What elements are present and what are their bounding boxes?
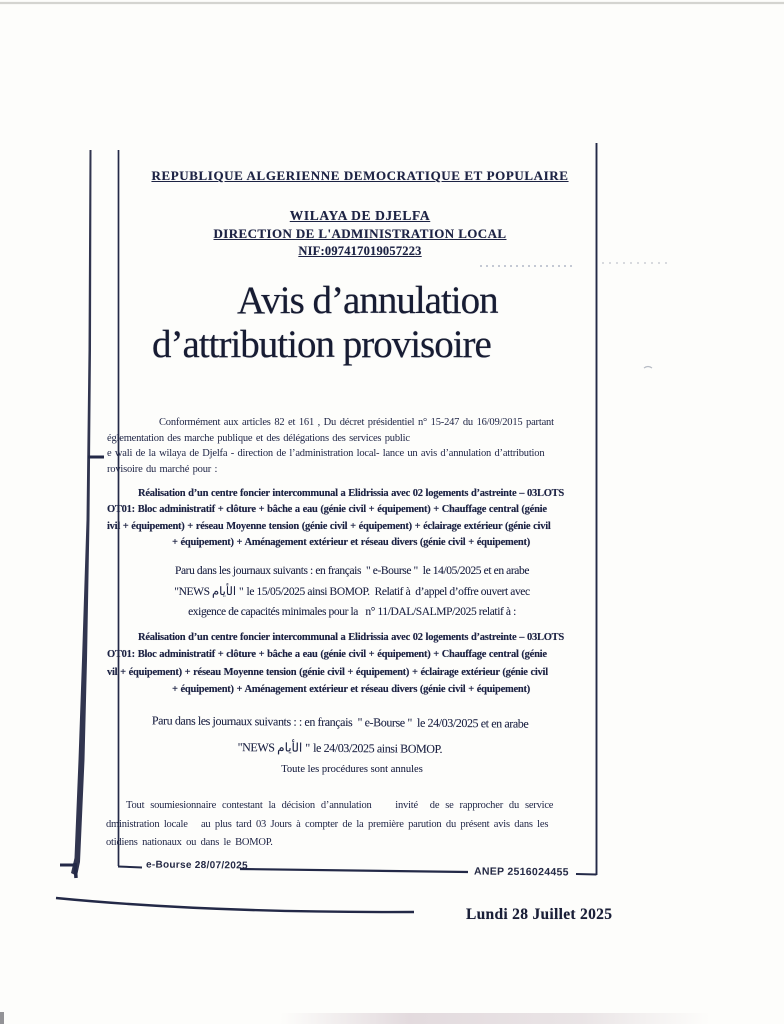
margin-squiggle-mark	[644, 367, 652, 369]
lot-line: Réalisation d’un centre foncier intercommunal a Elidrissia avec 02 logements d’astreinte – 03LOTS	[137, 632, 564, 643]
lot-description-block-1	[107, 486, 595, 551]
publication-line: Paru dans les journaux suivants : en français " e-Bourse " le 14/05/2025 et en arabe	[174, 565, 530, 577]
notice-title-line1: Avis d’annulation	[237, 279, 498, 322]
contest-line: Tout soumiesionnaire contestant la décision d’annulation invité de se rapprocher du service	[126, 800, 554, 811]
border-bottom-dash-line	[240, 869, 468, 872]
cancellation-note: Toute les procédures sont annules	[281, 764, 423, 775]
intro-paragraph	[107, 415, 599, 477]
intro-line: rovisoire du marché pour :	[107, 463, 218, 475]
document-header	[115, 168, 605, 259]
wilaya-heading: WILAYA DE DJELFA	[289, 208, 431, 223]
publication-line: exigence de capacités minimales pour la n° 11/DAL/SALMP/2025 relatif à :	[188, 606, 516, 618]
contest-line: dministration locale au plus tard 03 Jours à compter de la première parution du présent avis dans les	[106, 818, 549, 830]
lot-line: vil + équipement) + réseau Moyenne tension (génie civil + équipement) + éclairage extérieur (génie civil	[107, 666, 548, 678]
contest-line: otidiens nationaux ou dans le BOMOP.	[106, 837, 273, 849]
lot-line: OT01: Bloc administratif + clôture + bâche a eau (génie civil + équipement) + Chauffage central (génie	[107, 504, 547, 516]
lot-line: OT01: Bloc administratif + clôture + bâche a eau (génie civil + équipement) + Chauffage central (génie	[107, 649, 547, 661]
bottom-left-edge-mark	[0, 1012, 4, 1024]
bottom-bracket-mark-v	[75, 863, 76, 878]
journal-reference: e-Bourse 28/07/2025	[145, 859, 248, 872]
bottom-skewed-scan-line	[56, 898, 414, 912]
lot-line: + équipement) + Aménagement extérieur et réseau divers (génie civil + équipement)	[172, 683, 530, 695]
publication-line: "NEWS الأيام " le 15/05/2025 ainsi BOMOP. Relatif à d’appel d’offre ouvert avec	[174, 585, 530, 598]
publication-date: Lundi 28 Juillet 2025	[466, 906, 613, 923]
anep-reference: ANEP 2516024455	[473, 865, 569, 879]
publication-line: "NEWS الأيام " le 24/03/2025 ainsi BOMOP.	[237, 740, 443, 756]
lot-line: + équipement) + Aménagement extérieur et réseau divers (génie civil + équipement)	[172, 536, 530, 548]
notice-title-line2: d’attribution provisoire	[152, 323, 491, 366]
lot-line: ivil + équipement) + réseau Moyenne tension (génie civil + équipement) + éclairage extérieur (génie civil	[107, 520, 551, 532]
border-bottom-left-corner	[118, 867, 142, 868]
lot-line: Réalisation d’un centre foncier intercommunal a Elidrissia avec 02 logements d’astreinte – 03LOTS	[137, 488, 564, 499]
publication-line: Paru dans les journaux suivants : : en français " e-Bourse " le 24/03/2025 et en arabe	[151, 713, 529, 731]
intro-line: Conformément aux articles 82 et 161 , Du décret présidentiel n° 15-247 du 16/09/2015 partant	[159, 417, 554, 428]
nif-number: NIF:097417019057223	[298, 244, 422, 258]
left-page-edge-streak	[71, 150, 92, 876]
border-bottom-right-corner	[576, 874, 597, 875]
bottom-scan-smudge	[280, 1013, 710, 1024]
intro-line: églementation des marche publique et des délégations des services public	[107, 432, 410, 444]
republic-heading: REPUBLIQUE ALGERIENNE DEMOCRATIQUE ET POPULAIRE	[151, 168, 569, 183]
publication-paragraph-1	[106, 561, 598, 623]
publication-paragraph-2	[94, 707, 586, 763]
contest-paragraph	[106, 797, 598, 853]
direction-heading: DIRECTION DE L'ADMINISTRATION LOCAL	[213, 226, 507, 241]
intro-line: e wali de la wilaya de Djelfa - direction de l’administration local- lance un avis d’annulation d’attribution	[107, 448, 545, 459]
lot-description-block-2	[107, 629, 595, 698]
